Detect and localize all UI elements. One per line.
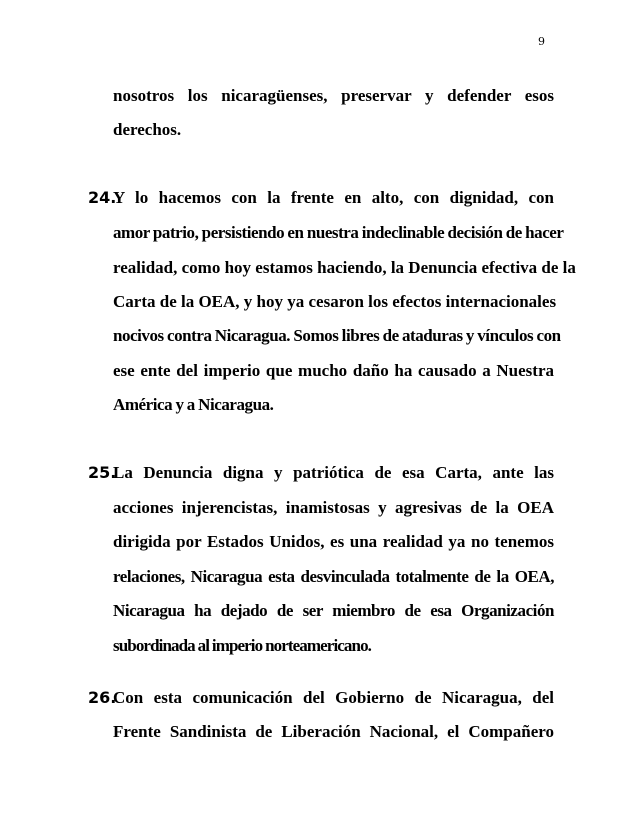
paragraph-line: derechos. [113, 120, 182, 139]
paragraph-line: amor patrio, persistiendo en nuestra indeclinable decisión de hacer [113, 223, 564, 242]
paragraph-line: dirigida por Estados Unidos, es una realidad ya no tenemos [113, 532, 554, 551]
paragraph-line: ese ente del imperio que mucho daño ha causado a Nuestra [113, 361, 554, 380]
paragraph-line: nocivos contra Nicaragua. Somos libres de ataduras y vínculos con [113, 326, 561, 345]
paragraph-line: La Denuncia digna y patriótica de esa Carta, ante las [113, 463, 554, 482]
paragraph-line: Con esta comunicación del Gobierno de Nicaragua, del [113, 688, 554, 707]
paragraph-line: acciones injerencistas, inamistosas y agresivas de la OEA [113, 498, 554, 517]
paragraph-line: relaciones, Nicaragua esta desvinculada totalmente de la OEA, [113, 567, 554, 586]
paragraph-line: Y lo hacemos con la frente en alto, con dignidad, con [113, 188, 554, 207]
paragraph-line: Nicaragua ha dejado de ser miembro de esa Organización [113, 601, 554, 620]
paragraph-number: 25. [88, 463, 117, 482]
paragraph-number: 24. [88, 188, 117, 207]
paragraph-line: realidad, como hoy estamos haciendo, la Denuncia efectiva de la [113, 258, 576, 277]
paragraph-line: subordinada al imperio norteamericano. [113, 636, 372, 655]
paragraph-line: América y a Nicaragua. [113, 395, 274, 414]
paragraph-line: nosotros los nicaragüenses, preservar y defender esos [113, 86, 554, 105]
page-number: 9 [538, 35, 545, 48]
paragraph-line: Frente Sandinista de Liberación Nacional, el Compañero [113, 722, 554, 741]
paragraph-line: Carta de la OEA, y hoy ya cesaron los efectos internacionales [113, 292, 557, 311]
paragraph-number: 26. [88, 688, 117, 707]
